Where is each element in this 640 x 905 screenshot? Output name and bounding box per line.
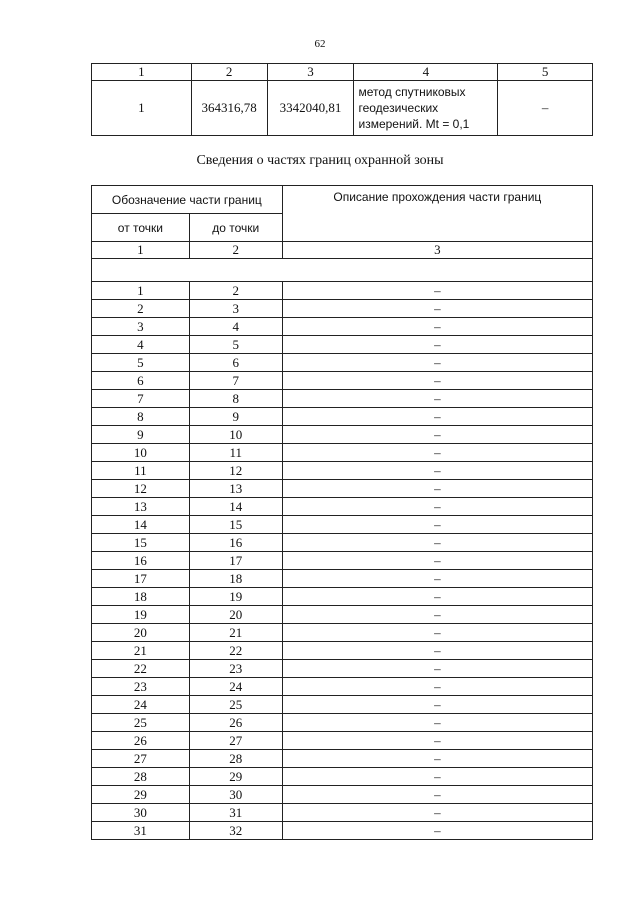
table-row <box>92 390 593 408</box>
to-point-cell: 11 <box>189 444 282 462</box>
table-row <box>92 372 593 390</box>
description-cell: – <box>282 300 592 318</box>
method-line: измерений. Mt = 0,1 <box>358 117 470 131</box>
description-cell: – <box>282 570 592 588</box>
table-row <box>92 336 593 354</box>
column-number-cell: 2 <box>189 242 282 259</box>
description-cell: – <box>282 390 592 408</box>
to-point-cell: 14 <box>189 498 282 516</box>
description-cell: – <box>282 660 592 678</box>
to-point-cell: 28 <box>189 750 282 768</box>
to-point-cell: 24 <box>189 678 282 696</box>
table-row <box>92 732 593 750</box>
from-point-cell: 14 <box>92 516 190 534</box>
table-row <box>92 354 593 372</box>
to-point-cell: 5 <box>189 336 282 354</box>
table-row <box>92 804 593 822</box>
to-point-cell: 25 <box>189 696 282 714</box>
table-row <box>92 462 593 480</box>
from-point-cell: 26 <box>92 732 190 750</box>
blank-cell <box>92 259 593 282</box>
to-point-cell: 3 <box>189 300 282 318</box>
to-point-header: до точки <box>189 214 282 242</box>
from-point-cell: 27 <box>92 750 190 768</box>
table-row <box>92 696 593 714</box>
accuracy-cell: – <box>498 81 593 136</box>
description-cell: – <box>282 732 592 750</box>
table-row <box>92 318 593 336</box>
to-point-cell: 20 <box>189 606 282 624</box>
description-header: Описание прохождения части границ <box>282 186 592 242</box>
from-point-cell: 31 <box>92 822 190 840</box>
table-row <box>92 714 593 732</box>
from-point-cell: 8 <box>92 408 190 426</box>
table-row <box>92 588 593 606</box>
coordinate-x-cell: 364316,78 <box>191 81 267 136</box>
description-cell: – <box>282 588 592 606</box>
from-point-cell: 21 <box>92 642 190 660</box>
coordinates-row <box>92 81 593 136</box>
to-point-cell: 32 <box>189 822 282 840</box>
to-point-cell: 9 <box>189 408 282 426</box>
from-point-cell: 29 <box>92 786 190 804</box>
description-cell: – <box>282 426 592 444</box>
to-point-cell: 10 <box>189 426 282 444</box>
table-row <box>92 498 593 516</box>
table-row <box>92 642 593 660</box>
from-point-cell: 18 <box>92 588 190 606</box>
coordinates-header-row <box>92 64 593 81</box>
from-point-cell: 2 <box>92 300 190 318</box>
coordinates-header-cell: 5 <box>498 64 593 81</box>
from-point-cell: 28 <box>92 768 190 786</box>
to-point-cell: 19 <box>189 588 282 606</box>
table-row <box>92 606 593 624</box>
to-point-cell: 29 <box>189 768 282 786</box>
column-number-row <box>92 242 593 259</box>
from-point-cell: 5 <box>92 354 190 372</box>
table-row <box>92 786 593 804</box>
from-point-cell: 16 <box>92 552 190 570</box>
to-point-cell: 6 <box>189 354 282 372</box>
description-cell: – <box>282 822 592 840</box>
to-point-cell: 4 <box>189 318 282 336</box>
to-point-cell: 2 <box>189 282 282 300</box>
from-point-cell: 13 <box>92 498 190 516</box>
blank-row <box>92 259 593 282</box>
coordinates-header-cell: 4 <box>354 64 498 81</box>
table-row <box>92 768 593 786</box>
column-number-cell: 1 <box>92 242 190 259</box>
coordinates-header-cell: 1 <box>92 64 192 81</box>
from-point-cell: 23 <box>92 678 190 696</box>
description-cell: – <box>282 534 592 552</box>
description-cell: – <box>282 714 592 732</box>
description-cell: – <box>282 444 592 462</box>
from-point-cell: 4 <box>92 336 190 354</box>
table-row <box>92 426 593 444</box>
to-point-cell: 12 <box>189 462 282 480</box>
designation-header: Обозначение части границ <box>92 186 283 214</box>
method-line: геодезических <box>358 101 439 115</box>
from-point-cell: 1 <box>92 282 190 300</box>
description-cell: – <box>282 750 592 768</box>
description-cell: – <box>282 282 592 300</box>
description-cell: – <box>282 786 592 804</box>
boundary-parts-table <box>91 185 593 840</box>
description-cell: – <box>282 516 592 534</box>
from-point-cell: 11 <box>92 462 190 480</box>
table-row <box>92 678 593 696</box>
to-point-cell: 13 <box>189 480 282 498</box>
table-row <box>92 408 593 426</box>
table-row <box>92 552 593 570</box>
description-cell: – <box>282 642 592 660</box>
description-cell: – <box>282 624 592 642</box>
description-cell: – <box>282 552 592 570</box>
from-point-cell: 17 <box>92 570 190 588</box>
from-point-cell: 7 <box>92 390 190 408</box>
to-point-cell: 8 <box>189 390 282 408</box>
description-cell: – <box>282 318 592 336</box>
description-cell: – <box>282 480 592 498</box>
description-cell: – <box>282 498 592 516</box>
description-cell: – <box>282 696 592 714</box>
from-point-cell: 10 <box>92 444 190 462</box>
point-number-cell: 1 <box>92 81 192 136</box>
table-row <box>92 570 593 588</box>
from-point-cell: 24 <box>92 696 190 714</box>
from-point-cell: 12 <box>92 480 190 498</box>
description-cell: – <box>282 678 592 696</box>
description-cell: – <box>282 336 592 354</box>
description-cell: – <box>282 408 592 426</box>
description-cell: – <box>282 354 592 372</box>
table-row <box>92 300 593 318</box>
method-cell <box>354 81 498 136</box>
to-point-cell: 23 <box>189 660 282 678</box>
from-point-cell: 19 <box>92 606 190 624</box>
from-point-cell: 22 <box>92 660 190 678</box>
boundary-header-row <box>92 186 593 214</box>
table-row <box>92 282 593 300</box>
table-row <box>92 516 593 534</box>
table-row <box>92 624 593 642</box>
page-number: 62 <box>314 38 326 50</box>
from-point-cell: 20 <box>92 624 190 642</box>
coordinates-header-cell: 2 <box>191 64 267 81</box>
description-cell: – <box>282 372 592 390</box>
to-point-cell: 15 <box>189 516 282 534</box>
to-point-cell: 26 <box>189 714 282 732</box>
description-cell: – <box>282 768 592 786</box>
to-point-cell: 31 <box>189 804 282 822</box>
from-point-cell: 25 <box>92 714 190 732</box>
from-point-cell: 15 <box>92 534 190 552</box>
from-point-cell: 30 <box>92 804 190 822</box>
from-point-header: от точки <box>92 214 190 242</box>
boundary-rows <box>92 282 593 840</box>
table-row <box>92 534 593 552</box>
to-point-cell: 22 <box>189 642 282 660</box>
from-point-cell: 6 <box>92 372 190 390</box>
from-point-cell: 9 <box>92 426 190 444</box>
table-row <box>92 822 593 840</box>
to-point-cell: 7 <box>189 372 282 390</box>
from-point-cell: 3 <box>92 318 190 336</box>
coordinates-table <box>91 63 593 136</box>
table-row <box>92 444 593 462</box>
to-point-cell: 21 <box>189 624 282 642</box>
coordinates-header-cell: 3 <box>267 64 354 81</box>
to-point-cell: 30 <box>189 786 282 804</box>
to-point-cell: 16 <box>189 534 282 552</box>
table-row <box>92 750 593 768</box>
description-cell: – <box>282 804 592 822</box>
description-cell: – <box>282 462 592 480</box>
to-point-cell: 17 <box>189 552 282 570</box>
to-point-cell: 18 <box>189 570 282 588</box>
coordinate-y-cell: 3342040,81 <box>267 81 354 136</box>
method-line: метод спутниковых <box>358 85 466 99</box>
column-number-cell: 3 <box>282 242 592 259</box>
section-title: Сведения о частях границ охранной зоны <box>196 153 444 168</box>
table-row <box>92 660 593 678</box>
to-point-cell: 27 <box>189 732 282 750</box>
table-row <box>92 480 593 498</box>
description-cell: – <box>282 606 592 624</box>
